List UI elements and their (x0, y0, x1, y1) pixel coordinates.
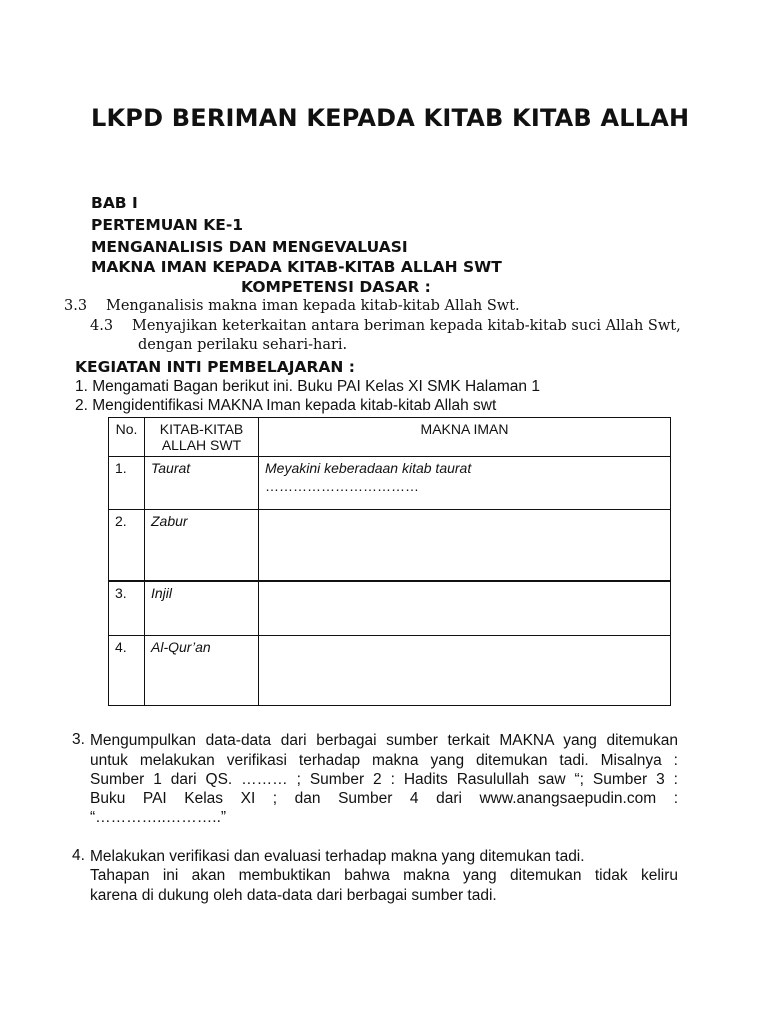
row-number: 3. (109, 581, 145, 636)
fill-in-dots: …………………………… (265, 478, 419, 494)
makna-iman-table (108, 417, 671, 706)
kd-4-3-number: 4.3 (90, 318, 114, 334)
kd-3-3-text: Menganalisis makna iman kepada kitab-kitab Allah Swt. (106, 298, 520, 314)
step-4-line: Tahapan ini akan membuktikan bahwa makna yang ditemukan tidak keliru (90, 867, 678, 884)
table-row (109, 581, 671, 636)
header-kitab: KITAB-KITAB ALLAH SWT (145, 418, 259, 457)
row-makna[interactable] (259, 581, 671, 636)
step-3-line: Buku PAI Kelas XI ; dan Sumber 4 dari www.anangsaepudin.com : (90, 790, 678, 807)
row-kitab: Injil (145, 581, 259, 636)
row-number: 2. (109, 510, 145, 582)
row-kitab: Taurat (145, 457, 259, 510)
row-number: 1. (109, 457, 145, 510)
pertemuan-label: PERTEMUAN KE-1 (91, 216, 244, 234)
step-3-line: Mengumpulkan data-data dari berbagai sumber terkait MAKNA yang ditemukan (90, 732, 678, 749)
kd-3-3-number: 3.3 (64, 298, 88, 314)
kd-4-3-continuation: dengan perilaku sehari-hari. (138, 337, 348, 353)
row-makna-text: Meyakini keberadaan kitab taurat (265, 460, 472, 476)
step-3-line: “…………..………..” (90, 809, 227, 826)
document-title: LKPD BERIMAN KEPADA KITAB KITAB ALLAH (91, 104, 690, 132)
heading-menganalisis: MENGANALISIS DAN MENGEVALUASI (91, 238, 408, 256)
kegiatan-inti-heading: KEGIATAN INTI PEMBELAJARAN : (75, 358, 355, 376)
row-makna[interactable] (259, 457, 671, 510)
row-kitab: Zabur (145, 510, 259, 582)
step-4-number: 4. (72, 847, 85, 864)
header-no: No. (109, 418, 145, 457)
step-3-line: Sumber 1 dari QS. ……… ; Sumber 2 : Hadits Rasulullah saw “; Sumber 3 : (90, 771, 678, 788)
row-number: 4. (109, 636, 145, 706)
step-1: 1. Mengamati Bagan berikut ini. Buku PAI Kelas XI SMK Halaman 1 (75, 378, 540, 395)
kd-3-3 (64, 298, 520, 314)
table-row (109, 636, 671, 706)
step-3-number: 3. (72, 731, 85, 748)
row-makna[interactable] (259, 510, 671, 582)
kompetensi-dasar-heading: KOMPETENSI DASAR : (241, 278, 431, 296)
kd-4-3-text: Menyajikan keterkaitan antara beriman kepada kitab-kitab suci Allah Swt, (132, 318, 681, 334)
row-kitab: Al-Qur’an (145, 636, 259, 706)
step-2: 2. Mengidentifikasi MAKNA Iman kepada kitab-kitab Allah swt (75, 397, 497, 414)
bab-label: BAB I (91, 194, 138, 212)
heading-makna-iman: MAKNA IMAN KEPADA KITAB-KITAB ALLAH SWT (91, 258, 502, 276)
step-3-line: untuk melakukan verifikasi terhadap makna yang ditemukan tadi. Misalnya : (90, 752, 678, 769)
table-row (109, 510, 671, 582)
step-4-line: karena di dukung oleh data-data dari berbagai sumber tadi. (90, 887, 497, 904)
header-makna: MAKNA IMAN (259, 418, 671, 457)
table-row (109, 457, 671, 510)
kd-4-3 (90, 318, 681, 334)
step-4-line: Melakukan verifikasi dan evaluasi terhadap makna yang ditemukan tadi. (90, 848, 585, 865)
row-makna[interactable] (259, 636, 671, 706)
table-header-row (109, 418, 671, 457)
